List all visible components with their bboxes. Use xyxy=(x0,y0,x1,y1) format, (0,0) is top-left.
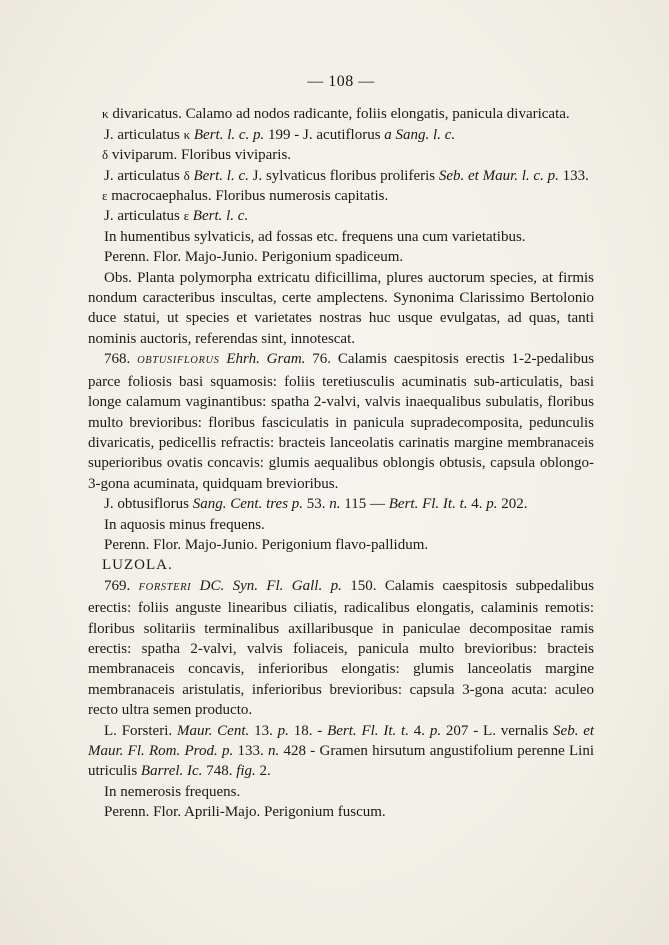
species-name: OBTUSIFLORUS xyxy=(137,355,220,367)
flowering-line: Perenn. Flor. Majo-Junio. Perigonium flavo-pallidum. xyxy=(104,536,429,553)
species-authority: Ehrh. Gram. xyxy=(226,351,306,368)
page-text xyxy=(88,72,594,823)
variety-symbol: ε xyxy=(102,188,108,204)
variety-description: viviparum. Floribus viviparis. xyxy=(111,147,292,164)
citation-number: 2. xyxy=(259,763,271,780)
citation-page: 202. xyxy=(501,496,528,513)
synonym-line xyxy=(88,721,594,782)
citation: Seb. et Maur. Fl. Rom. Prod. p. xyxy=(88,722,595,759)
synonym-text: 428 - Gramen hirsutum angustifolium perenne Lini utriculis xyxy=(88,743,595,780)
synonym-name: J. articulatus xyxy=(104,208,180,225)
page-number: — 108 — xyxy=(307,73,375,90)
variety-delta xyxy=(88,145,594,165)
citation-number: 748. xyxy=(206,763,233,780)
citation: Bert. l. c. xyxy=(193,167,249,184)
citation-page: 18. - xyxy=(293,722,323,739)
citation: n. xyxy=(329,496,341,513)
citation: Bert. l. c. p. xyxy=(193,126,265,143)
variety-symbol: δ xyxy=(183,167,190,183)
genus-heading: LUZOLA. xyxy=(102,557,173,574)
variety-kappa xyxy=(88,104,594,124)
variety-symbol: ε xyxy=(183,208,190,224)
citation: Seb. et Maur. l. c. p. xyxy=(438,167,559,184)
citation: Bert. Fl. It. t. xyxy=(388,496,468,513)
species-number: 769. xyxy=(104,577,131,594)
citation-number: 4. xyxy=(413,722,426,739)
species-description: 76. Calamis caespitosis erectis 1-2-pedalibus parce foliosis basi squamosis: foliis teretiusculis acuminatis sub-articulatis, basi longe calamum vaginantibus: spatha 2-valvi, valvis inaequalibus subulatis, floribus multo brevioribus: floribus fasciculatis in panicula supradecomposita, pedunculis divaricatis, pedicellis refractis: bracteis lanceolatis carinatis margine membranaceis superioribus ovatis concavis: glumis aequalibus oblongis obtusis, capsula oblongo-3-gona acuminata, quidquam brevioribus. xyxy=(88,351,595,492)
variety-epsilon xyxy=(88,186,594,206)
species-name: FORSTERI xyxy=(138,581,192,593)
species-description: 150. Calamis caespitosis subpedalibus erectis: foliis anguste linearibus ciliatis, radicalibus elongatis, calaminis remotis: floribus solitariis terminalibus axillaribusque in paniculae decompositae ramis erectis: spatha 2-valvi, valvis foliaceis, panicula multo brevioribus: bracteis membranaceis concavis, inferioribus elongatis: glumis lanceolatis margine membranaceis aristulatis, inferioribus brevioribus: capsula 3-gona acuta: aculeo recto ultra semen producto. xyxy=(88,577,595,719)
synonym-name: L. Forsteri. xyxy=(104,722,173,739)
species-entry-769 xyxy=(88,576,594,721)
variety-symbol: κ xyxy=(183,126,191,142)
species-authority: DC. Syn. Fl. Gall. p. xyxy=(199,577,342,594)
citation: p. xyxy=(429,722,442,739)
synonym-line xyxy=(88,166,594,186)
citation: Bert. l. c. xyxy=(192,208,249,225)
synonym-name: J. articulatus xyxy=(104,126,180,143)
habitat-line: In aquosis minus frequens. xyxy=(104,516,265,533)
synonym-text: J. sylvaticus floribus proliferis xyxy=(252,167,436,184)
synonym-name: J. articulatus xyxy=(104,167,180,184)
variety-description: macrocaephalus. Floribus numerosis capitatis. xyxy=(111,188,389,205)
variety-symbol: κ xyxy=(102,106,109,122)
variety-symbol: δ xyxy=(102,147,109,163)
species-number: 768. xyxy=(104,351,131,368)
citation: Sang. Cent. tres p. xyxy=(192,496,304,513)
citation: fig. xyxy=(236,763,256,780)
flowering-line: Perenn. Flor. Aprili-Majo. Perigonium fuscum. xyxy=(104,804,386,821)
synonym-name: J. obtusiflorus xyxy=(104,496,190,513)
citation: Maur. Cent. xyxy=(176,722,250,739)
citation: a Sang. l. c. xyxy=(384,126,456,143)
synonym-line xyxy=(88,494,594,514)
citation-number: 13. xyxy=(254,722,273,739)
citation: Bert. Fl. It. t. xyxy=(327,722,409,739)
citation: p. xyxy=(277,722,289,739)
synonym-line xyxy=(88,125,594,145)
citation-number: 4. xyxy=(471,496,483,513)
flowering-line: Perenn. Flor. Majo-Junio. Perigonium spadiceum. xyxy=(104,249,404,266)
species-entry-768 xyxy=(88,349,594,494)
synonym-line xyxy=(88,206,594,226)
observation-paragraph: Obs. Planta polymorpha extricatu dificillima, plures auctorum species, at firmis nondum caracteribus inscultas, certe amplectens. Synonima Clarissimo Bertolonio duce statui, ut species et varietates nostras huc usque evulgatas, ad quas, tanti nominis auctoris, referendas sint, innotescat. xyxy=(88,269,594,347)
synonym-text: 199 - J. acutiflorus xyxy=(268,126,381,143)
variety-description: divaricatus. Calamo ad nodos radicante, foliis elongatis, panicula divaricata. xyxy=(112,106,570,123)
citation: Barrel. Ic. xyxy=(140,763,203,780)
citation-page: 133. xyxy=(237,743,264,759)
citation-page: 53. xyxy=(306,496,326,513)
citation: p. xyxy=(486,496,498,513)
habitat-line: In humentibus sylvaticis, ad fossas etc. frequens una cum varietatibus. xyxy=(104,228,526,245)
citation: n. xyxy=(268,743,280,759)
habitat-line: In nemerosis frequens. xyxy=(104,783,241,800)
synonym-text: 207 - L. vernalis xyxy=(445,722,549,739)
citation-page: 133. xyxy=(562,167,589,184)
citation-number: 115 — xyxy=(344,496,385,513)
